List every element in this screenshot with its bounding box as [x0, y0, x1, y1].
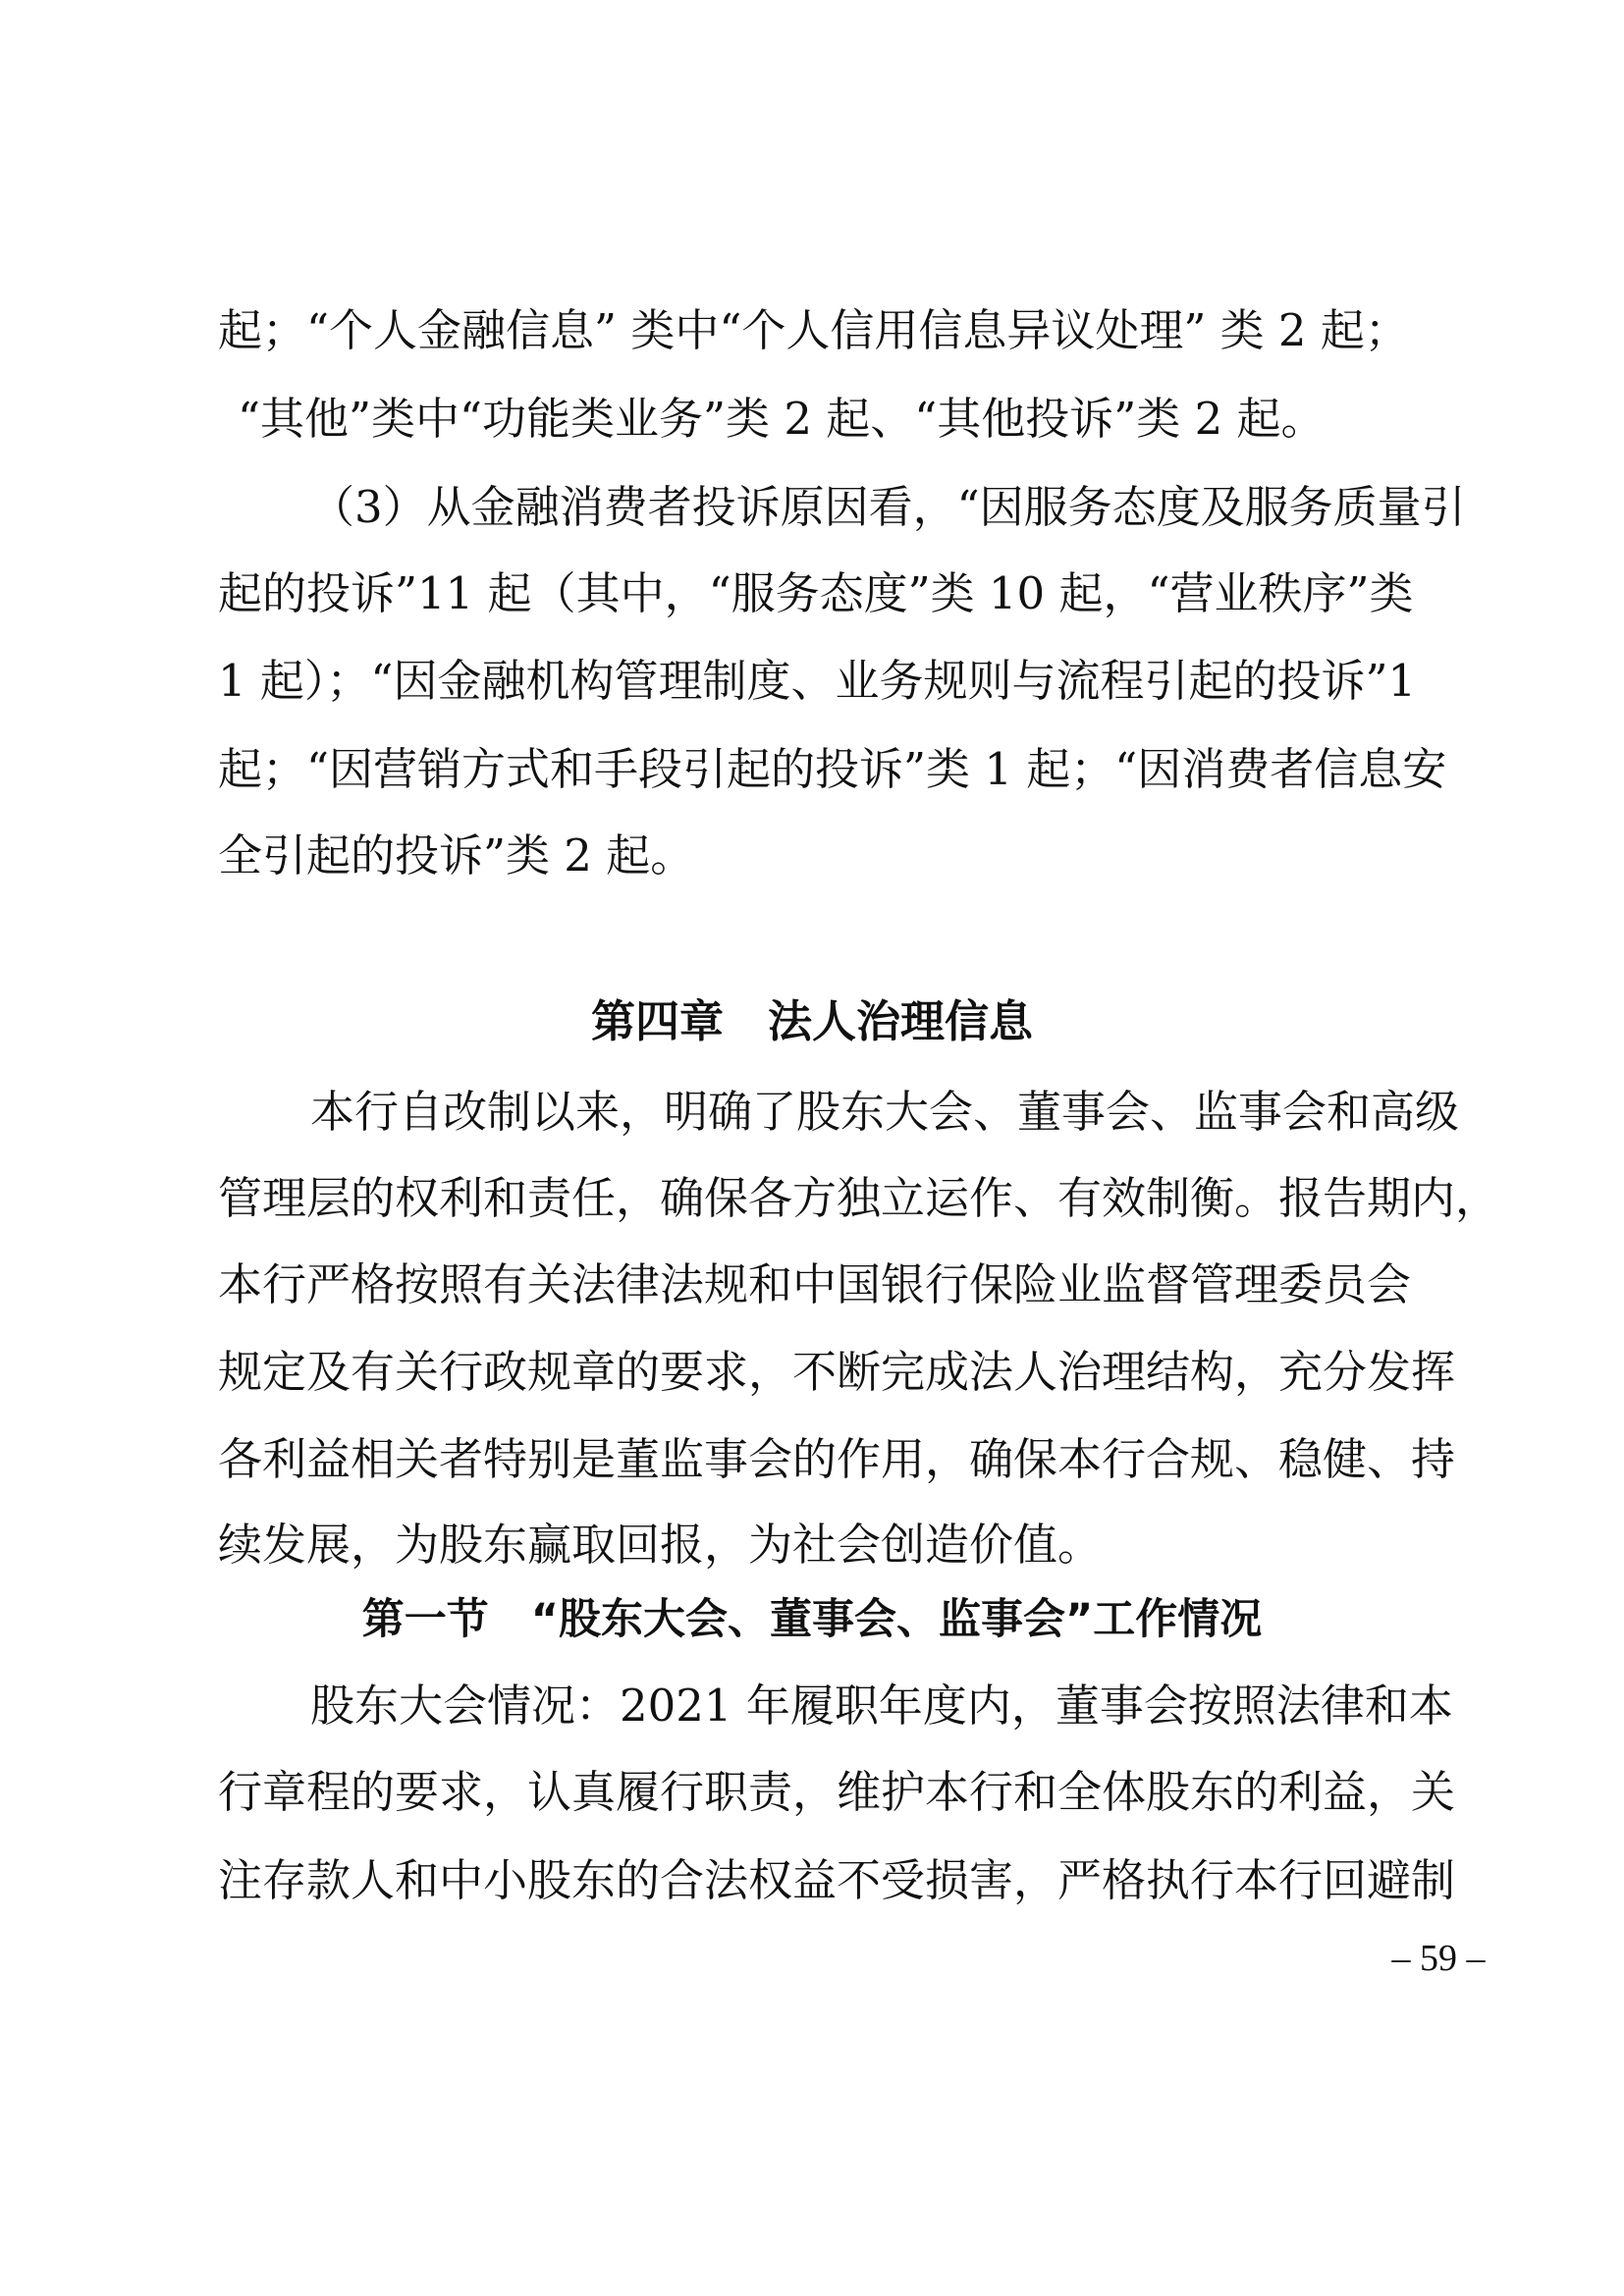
- text-line: [218, 1343, 1456, 1402]
- text-line-content: 起的投诉”11 起（其中，“服务态度”类 10 起，“营业秩序”类: [218, 567, 1414, 619]
- text-line: [218, 1169, 1500, 1228]
- text-line-content: 行章程的要求，认真履行职责，维护本行和全体股东的利益，关: [218, 1766, 1456, 1818]
- text-line-content: 本行严格按照有关法律法规和中国银行保险业监督管理委员会: [218, 1258, 1412, 1310]
- text-line: [218, 740, 1447, 799]
- text-line: [238, 390, 1326, 449]
- paragraph-first-line: [310, 478, 1466, 537]
- chapter-heading: 第四章 法人治理信息: [590, 995, 1033, 1047]
- text-line-content: “其他”类中“功能类业务”类 2 起、“其他投诉”类 2 起。: [238, 393, 1326, 445]
- text-line: [218, 564, 1414, 623]
- page-number: – 59 –: [1391, 1938, 1486, 1979]
- section-heading: 第一节 “股东大会、董事会、监事会”工作情况: [361, 1595, 1263, 1644]
- text-line-content: 规定及有关行政规章的要求，不断完成法人治理结构，充分发挥: [218, 1346, 1456, 1398]
- text-line-content: （3）从金融消费者投诉原因看，“因服务态度及服务质量引: [310, 481, 1466, 533]
- text-line: [218, 1430, 1456, 1489]
- text-line: [218, 1851, 1456, 1910]
- text-line: [218, 301, 1409, 360]
- text-line-content: 起；“因营销方式和手段引起的投诉”类 1 起；“因消费者信息安: [218, 743, 1447, 795]
- text-line: [218, 652, 1417, 711]
- text-line-content: 管理层的权利和责任，确保各方独立运作、有效制衡。报告期内，: [218, 1172, 1500, 1224]
- text-line-content: 续发展，为股东赢取回报，为社会创造价值。: [218, 1519, 1103, 1571]
- paragraph-first-line: [310, 1083, 1460, 1142]
- text-line-content: 股东大会情况：2021 年履职年度内，董事会按照法律和本: [310, 1680, 1453, 1732]
- text-line-content: 1 起）；“因金融机构管理制度、业务规则与流程引起的投诉”1: [218, 655, 1417, 707]
- text-line: [218, 1763, 1456, 1822]
- paragraph-first-line: [310, 1677, 1453, 1735]
- text-line: [218, 1516, 1102, 1575]
- text-line-content: 各利益相关者特别是董监事会的作用，确保本行合规、稳健、持: [218, 1433, 1456, 1485]
- text-line: [218, 1255, 1412, 1314]
- text-line: [218, 827, 694, 885]
- text-line-content: 全引起的投诉”类 2 起。: [218, 829, 695, 881]
- text-line-content: 本行自改制以来，明确了股东大会、董事会、监事会和高级: [310, 1086, 1460, 1138]
- text-line-content: 起；“个人金融信息” 类中“个人信用信息异议处理” 类 2 起；: [218, 304, 1409, 356]
- text-line-content: 注存款人和中小股东的合法权益不受损害，严格执行本行回避制: [218, 1854, 1456, 1906]
